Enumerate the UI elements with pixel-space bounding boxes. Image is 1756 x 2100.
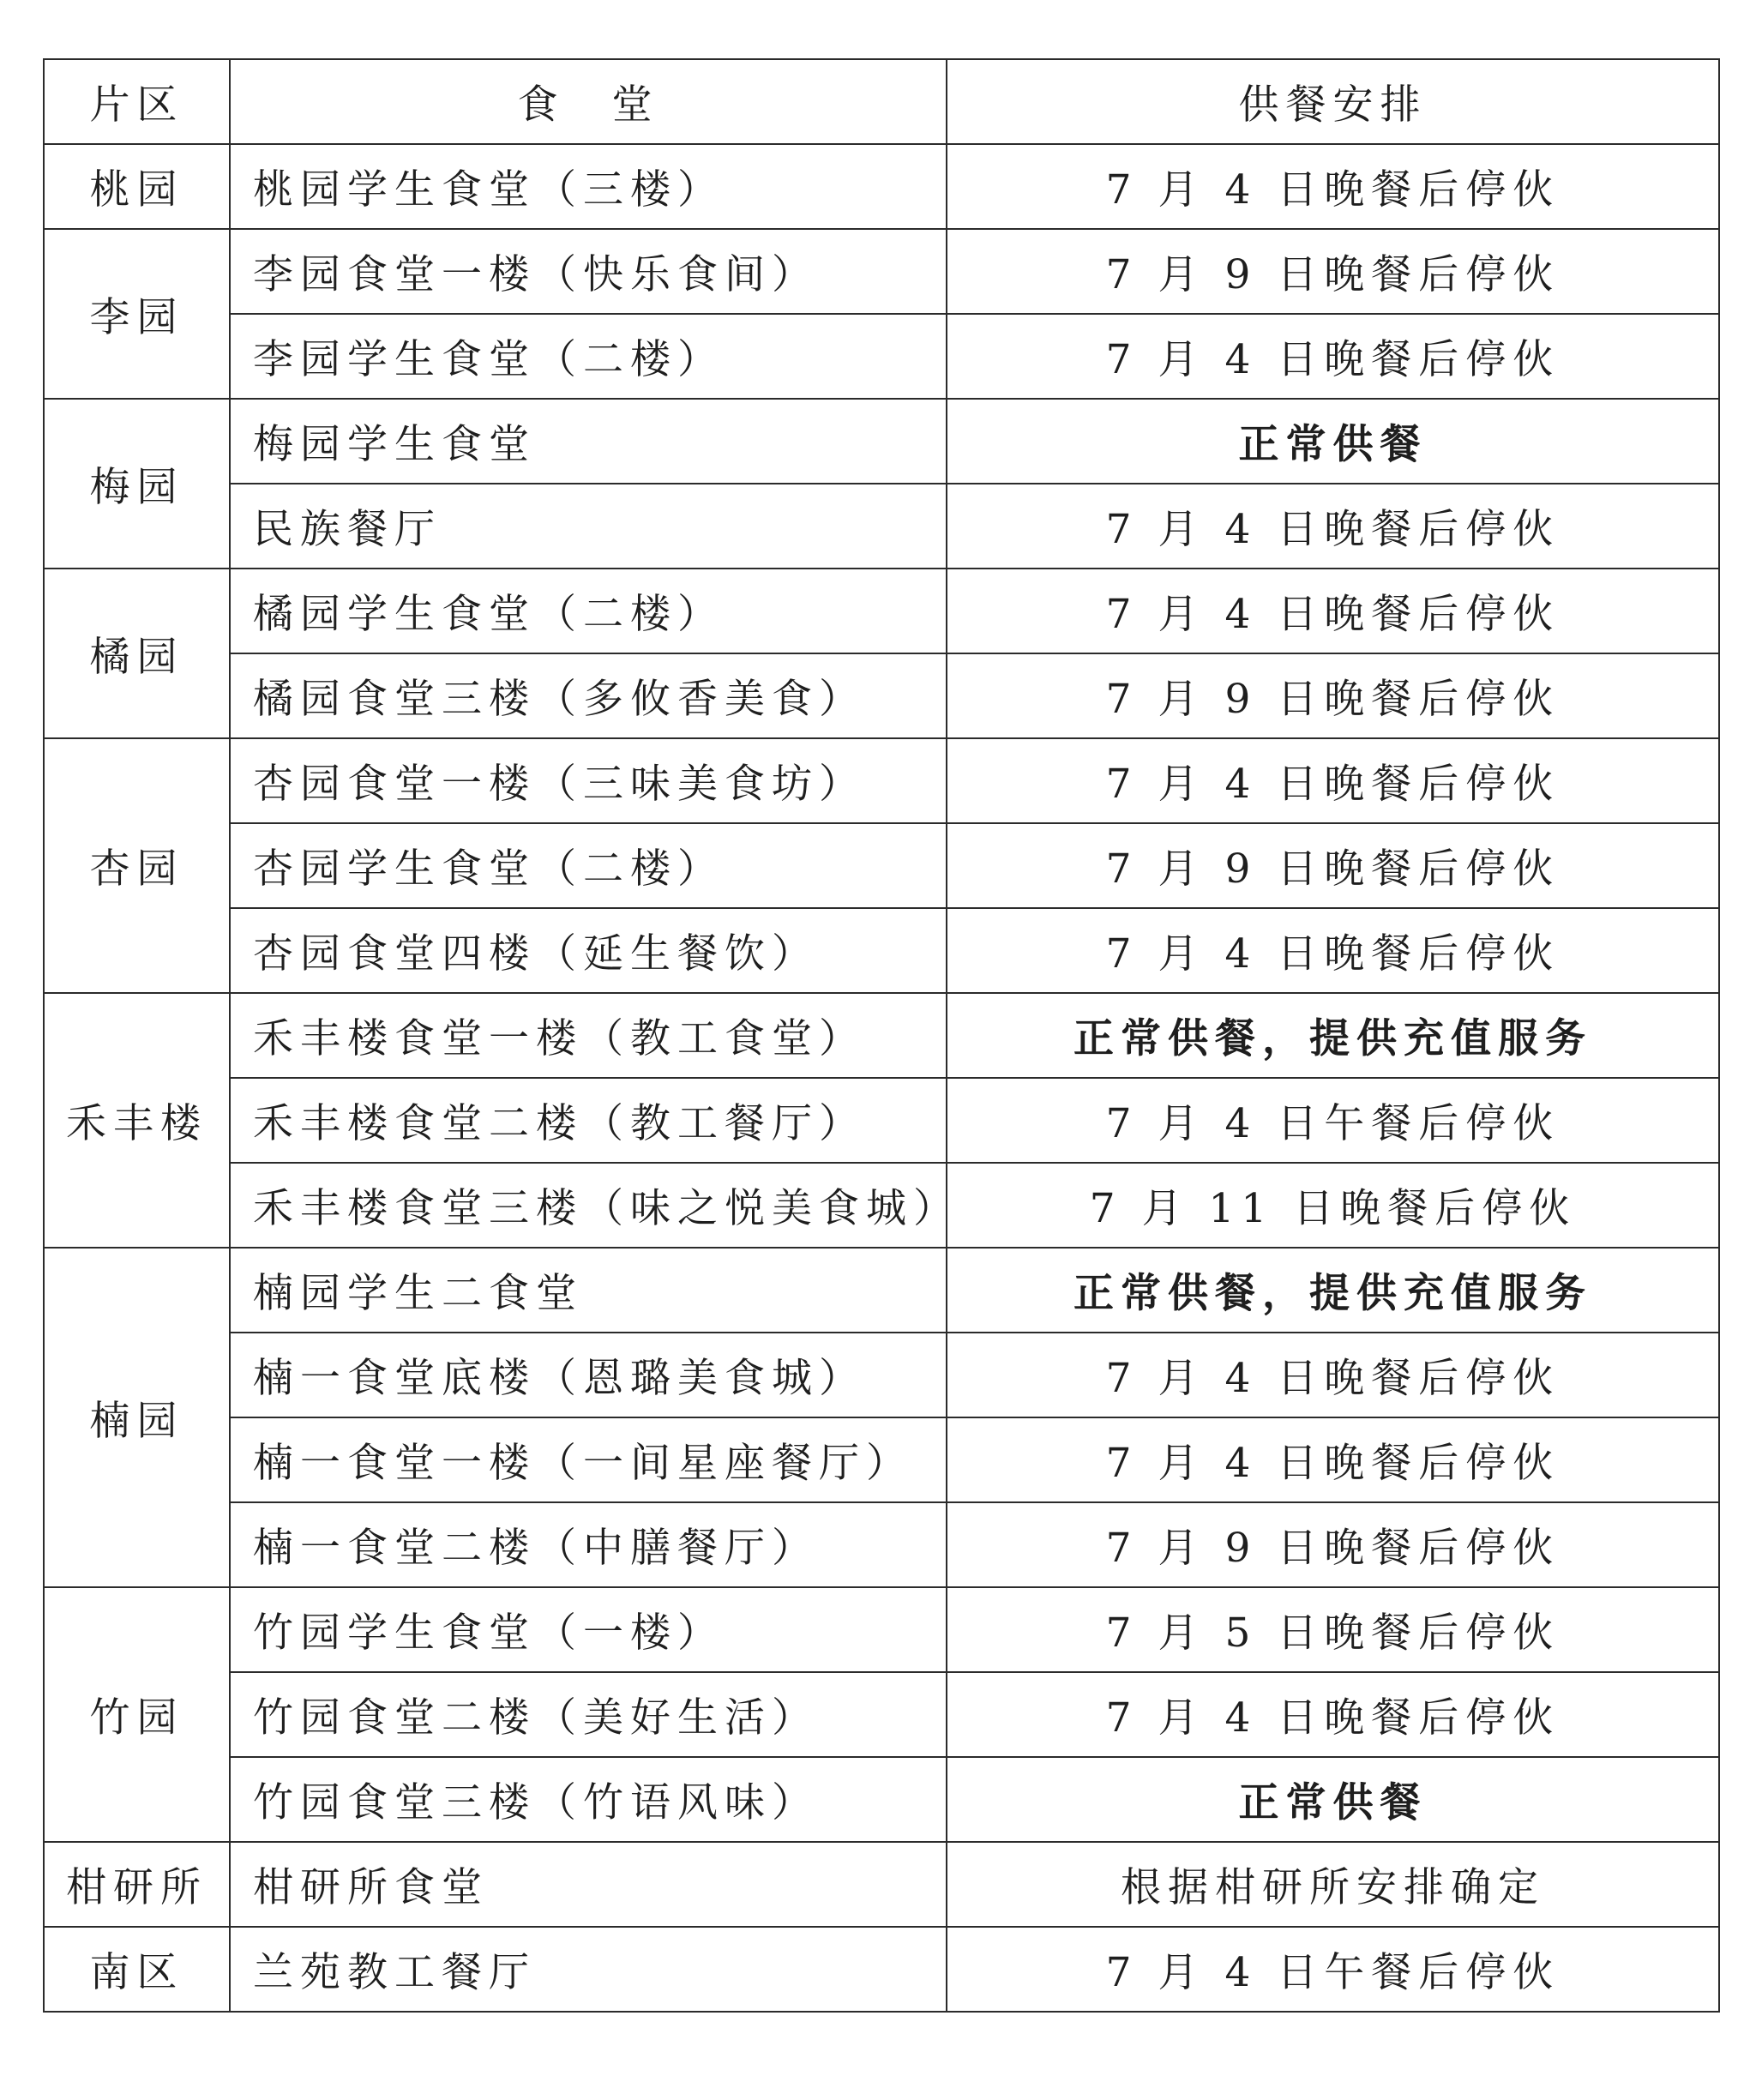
canteen-cell: 兰苑教工餐厅 [230,1927,947,2012]
table-row [44,738,1719,823]
table-row [44,1672,1719,1757]
arrangement-cell: 7 月 4 日晚餐后停伙 [947,1333,1719,1417]
arrangement-cell: 7 月 4 日晚餐后停伙 [947,738,1719,823]
canteen-cell: 梅园学生食堂 [230,399,947,484]
canteen-cell: 李园学生食堂（二楼） [230,314,947,399]
area-cell: 杏园 [44,738,230,993]
arrangement-cell: 7 月 4 日晚餐后停伙 [947,484,1719,569]
arrangement-cell: 正常供餐 [947,399,1719,484]
table-row [44,1502,1719,1587]
table-row [44,1587,1719,1672]
table-body [44,144,1719,2012]
table-row [44,993,1719,1078]
canteen-cell: 竹园食堂三楼（竹语风味） [230,1757,947,1842]
canteen-cell: 民族餐厅 [230,484,947,569]
canteen-cell: 竹园食堂二楼（美好生活） [230,1672,947,1757]
area-cell: 楠园 [44,1248,230,1587]
area-cell: 柑研所 [44,1842,230,1927]
table-row [44,1927,1719,2012]
canteen-cell: 楠一食堂一楼（一间星座餐厅） [230,1417,947,1502]
arrangement-cell: 正常供餐，提供充值服务 [947,1248,1719,1333]
arrangement-cell: 7 月 4 日晚餐后停伙 [947,908,1719,993]
header-area: 片区 [44,59,230,144]
canteen-cell: 桃园学生食堂（三楼） [230,144,947,229]
table-row [44,314,1719,399]
area-cell: 禾丰楼 [44,993,230,1248]
area-cell: 橘园 [44,569,230,738]
table-row [44,484,1719,569]
arrangement-cell: 7 月 11 日晚餐后停伙 [947,1163,1719,1248]
canteen-cell: 楠一食堂底楼（恩璐美食城） [230,1333,947,1417]
canteen-cell: 柑研所食堂 [230,1842,947,1927]
table-row [44,1757,1719,1842]
arrangement-cell: 7 月 9 日晚餐后停伙 [947,653,1719,738]
table-row [44,1417,1719,1502]
arrangement-cell: 正常供餐，提供充值服务 [947,993,1719,1078]
area-cell: 南区 [44,1927,230,2012]
canteen-cell: 禾丰楼食堂一楼（教工食堂） [230,993,947,1078]
arrangement-cell: 根据柑研所安排确定 [947,1842,1719,1927]
arrangement-cell: 7 月 9 日晚餐后停伙 [947,1502,1719,1587]
table-row [44,569,1719,653]
canteen-cell: 杏园食堂一楼（三味美食坊） [230,738,947,823]
canteen-cell: 杏园食堂四楼（延生餐饮） [230,908,947,993]
header-arrangement: 供餐安排 [947,59,1719,144]
header-canteen: 食 堂 [230,59,947,144]
canteen-cell: 杏园学生食堂（二楼） [230,823,947,908]
arrangement-cell: 7 月 4 日晚餐后停伙 [947,569,1719,653]
table-row [44,1163,1719,1248]
arrangement-cell: 7 月 9 日晚餐后停伙 [947,229,1719,314]
area-cell: 梅园 [44,399,230,569]
table-row [44,144,1719,229]
canteen-cell: 李园食堂一楼（快乐食间） [230,229,947,314]
table-row [44,229,1719,314]
arrangement-cell: 7 月 4 日晚餐后停伙 [947,1417,1719,1502]
table-row [44,1842,1719,1927]
canteen-cell: 楠园学生二食堂 [230,1248,947,1333]
area-cell: 竹园 [44,1587,230,1842]
canteen-cell: 楠一食堂二楼（中膳餐厅） [230,1502,947,1587]
area-cell: 李园 [44,229,230,399]
arrangement-cell: 7 月 4 日午餐后停伙 [947,1927,1719,2012]
canteen-cell: 竹园学生食堂（一楼） [230,1587,947,1672]
arrangement-cell: 正常供餐 [947,1757,1719,1842]
table-row [44,1248,1719,1333]
arrangement-cell: 7 月 4 日午餐后停伙 [947,1078,1719,1163]
canteen-cell: 橘园学生食堂（二楼） [230,569,947,653]
arrangement-cell: 7 月 4 日晚餐后停伙 [947,314,1719,399]
canteen-schedule-table [43,58,1720,2013]
table-row [44,653,1719,738]
arrangement-cell: 7 月 4 日晚餐后停伙 [947,144,1719,229]
table-row [44,908,1719,993]
table-row [44,1078,1719,1163]
arrangement-cell: 7 月 9 日晚餐后停伙 [947,823,1719,908]
table-row [44,399,1719,484]
canteen-cell: 禾丰楼食堂二楼（教工餐厅） [230,1078,947,1163]
table-row [44,1333,1719,1417]
table-row [44,823,1719,908]
area-cell: 桃园 [44,144,230,229]
header-row [44,59,1719,144]
canteen-cell: 禾丰楼食堂三楼（味之悦美食城） [230,1163,947,1248]
arrangement-cell: 7 月 5 日晚餐后停伙 [947,1587,1719,1672]
arrangement-cell: 7 月 4 日晚餐后停伙 [947,1672,1719,1757]
canteen-cell: 橘园食堂三楼（多攸香美食） [230,653,947,738]
